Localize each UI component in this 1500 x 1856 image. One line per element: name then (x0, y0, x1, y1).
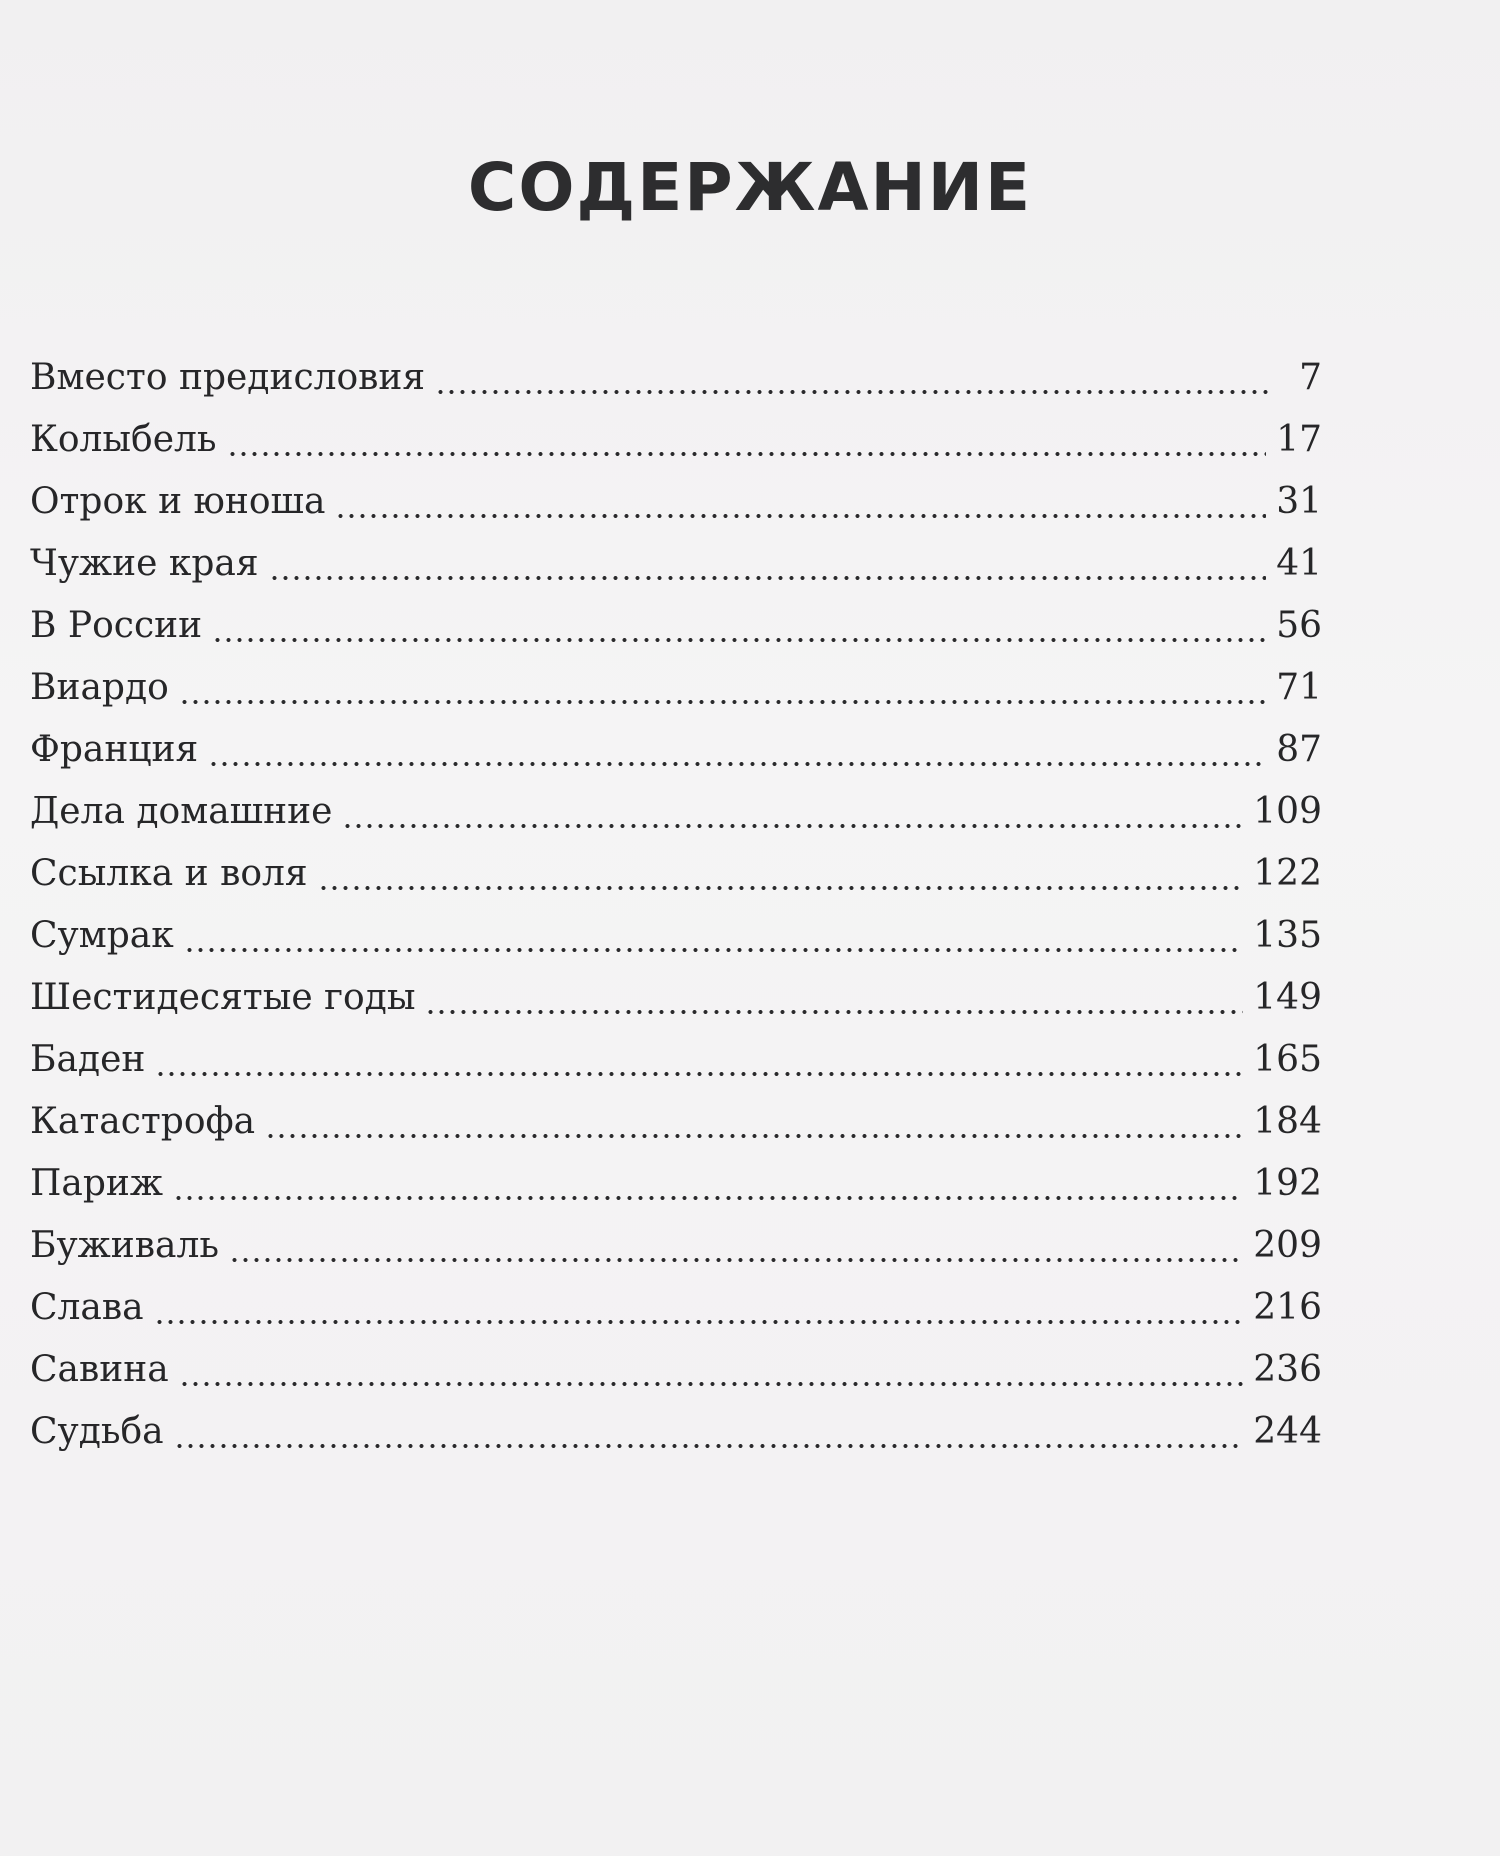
toc-entry-page: 71 (1276, 667, 1322, 708)
toc-entry-title: Баден (30, 1039, 146, 1080)
toc-entry-title: Париж (30, 1163, 164, 1204)
toc-entry (30, 781, 1322, 843)
toc-entry-title: Отрок и юноша (30, 481, 326, 522)
dot-leader (179, 698, 1266, 706)
toc-entry-page: 192 (1253, 1163, 1322, 1204)
toc-entry (30, 1153, 1322, 1215)
toc-entry-page: 209 (1253, 1225, 1322, 1266)
dot-leader (173, 1194, 1243, 1202)
toc-entry-title: Дела домашние (30, 791, 333, 832)
toc-entry (30, 595, 1322, 657)
toc-entry (30, 347, 1322, 409)
toc-entry-page: 7 (1299, 357, 1322, 398)
toc-entry-page: 149 (1253, 977, 1322, 1018)
dot-leader (265, 1132, 1243, 1140)
toc-entry (30, 533, 1322, 595)
toc-entry-title: Колыбель (30, 419, 217, 460)
toc-entry-title: Савина (30, 1349, 169, 1390)
toc-entry-page: 109 (1253, 791, 1322, 832)
dot-leader (155, 1070, 1243, 1078)
dot-leader (154, 1318, 1244, 1326)
toc-entry-page: 244 (1253, 1411, 1322, 1452)
toc-entry-title: Шестидесятые годы (30, 977, 416, 1018)
toc-entry (30, 967, 1322, 1029)
toc-entry-page: 17 (1276, 419, 1322, 460)
dot-leader (227, 450, 1267, 458)
toc-entry-title: Сумрак (30, 915, 174, 956)
toc-entry-page: 216 (1253, 1287, 1322, 1328)
toc-entry (30, 657, 1322, 719)
dot-leader (184, 946, 1244, 954)
toc-entry (30, 1091, 1322, 1153)
toc-entry-title: Виардо (30, 667, 169, 708)
toc-entry (30, 1339, 1322, 1401)
toc-entry-page: 41 (1276, 543, 1322, 584)
dot-leader (174, 1442, 1244, 1450)
toc-entry (30, 1401, 1322, 1463)
toc-entry (30, 843, 1322, 905)
toc-entry (30, 1215, 1322, 1277)
dot-leader (212, 636, 1266, 644)
toc-entry-page: 122 (1253, 853, 1322, 894)
toc-entry-title: Катастрофа (30, 1101, 256, 1142)
toc-entry-page: 31 (1276, 481, 1322, 522)
toc-entry-page: 165 (1253, 1039, 1322, 1080)
toc-entry-title: Чужие края (30, 543, 259, 584)
dot-leader (342, 822, 1243, 830)
toc-entry (30, 409, 1322, 471)
dot-leader (335, 512, 1266, 520)
dot-leader (318, 884, 1244, 892)
toc-entry-page: 184 (1253, 1101, 1322, 1142)
toc-entry-title: Буживаль (30, 1225, 219, 1266)
toc-entry-title: Франция (30, 729, 199, 770)
toc-entry-page: 236 (1253, 1349, 1322, 1390)
toc-entry-title: Слава (30, 1287, 144, 1328)
dot-leader (425, 1008, 1243, 1016)
dot-leader (269, 574, 1267, 582)
toc-entry-title: Судьба (30, 1411, 164, 1452)
toc-entry (30, 719, 1322, 781)
toc-entry (30, 905, 1322, 967)
toc-entry-title: В России (30, 605, 203, 646)
toc-entry-page: 87 (1276, 729, 1322, 770)
toc-entry-page: 56 (1276, 605, 1322, 646)
table-of-contents (30, 347, 1322, 1463)
toc-entry-title: Вместо предисловия (30, 357, 426, 398)
page-title: СОДЕРЖАНИЕ (467, 149, 1033, 226)
toc-entry (30, 471, 1322, 533)
toc-entry-title: Ссылка и воля (30, 853, 308, 894)
toc-entry (30, 1277, 1322, 1339)
dot-leader (179, 1380, 1244, 1388)
toc-entry-page: 135 (1253, 915, 1322, 956)
dot-leader (229, 1256, 1243, 1264)
toc-entry (30, 1029, 1322, 1091)
dot-leader (435, 388, 1272, 396)
dot-leader (208, 760, 1266, 768)
